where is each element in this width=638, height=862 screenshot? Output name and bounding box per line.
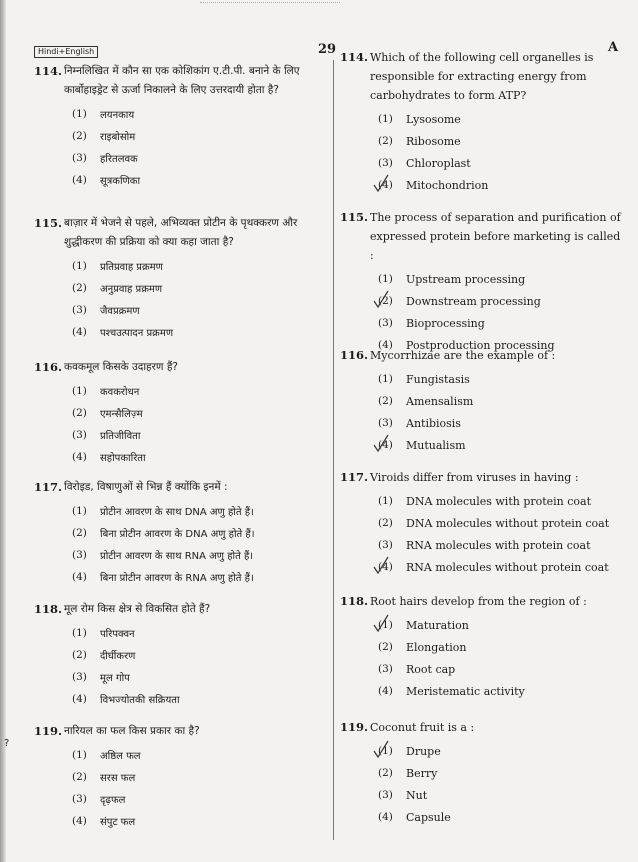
option-3 [378, 412, 624, 434]
option-1 [72, 255, 328, 277]
option-number: (4) [378, 685, 393, 697]
option-2 [72, 644, 328, 666]
option-1 [378, 108, 624, 130]
option-text: Capsule [406, 810, 451, 824]
option-text: प्रोटीन आवरण के साथ RNA अणु होते हैं। [100, 551, 254, 562]
option-text: Ribosome [406, 134, 461, 148]
option-number: (1) [72, 385, 87, 397]
option-text: विभज्योतकी सक्रियता [100, 695, 180, 706]
option-text: RNA molecules without protein coat [406, 560, 609, 574]
question-head [340, 48, 624, 105]
question-number: 114. [340, 50, 369, 64]
option-text: सूत्रकणिका [100, 176, 141, 187]
option-3 [72, 666, 328, 688]
option-text: बिना प्रोटीन आवरण के RNA अणु होते हैं। [100, 573, 254, 584]
option-number: (4) [378, 811, 393, 823]
option-number: (2) [72, 282, 87, 294]
language-label: Hindi+English [34, 46, 98, 58]
option-1 [72, 622, 328, 644]
option-1 [72, 380, 328, 402]
option-number: (1) [378, 113, 393, 125]
question-text: Root hairs develop from the region of : [370, 595, 587, 608]
question-number: 115. [34, 216, 63, 230]
option-1 [378, 740, 624, 762]
option-4 [378, 174, 624, 196]
option-1 [72, 744, 328, 766]
option-number: (2) [378, 517, 393, 529]
option-number: (4) [72, 693, 87, 705]
hindi-question-117 [34, 478, 328, 588]
option-number: (1) [72, 627, 87, 639]
option-4 [378, 434, 624, 456]
option-text: Root cap [406, 662, 456, 676]
option-number: (3) [378, 317, 393, 329]
option-2 [72, 522, 328, 544]
option-text: प्रतिजीविता [100, 431, 141, 442]
question-text: कवकमूल किसके उदाहरण हैं? [64, 361, 178, 373]
option-text: जैवप्रक्रमण [100, 306, 140, 317]
question-number: 117. [34, 480, 63, 494]
option-number: (2) [378, 641, 393, 653]
options-list [72, 500, 328, 588]
option-number: (3) [72, 793, 87, 805]
options-list [72, 744, 328, 832]
question-head [340, 346, 624, 365]
option-2 [72, 402, 328, 424]
option-text: Postproduction processing [406, 338, 555, 352]
options-list [378, 740, 624, 828]
option-text: Chloroplast [406, 156, 471, 170]
option-4 [72, 321, 328, 343]
margin-mark: ? [4, 738, 10, 749]
option-number: (4) [378, 439, 393, 451]
option-text: दीर्घीकरण [100, 651, 136, 662]
question-text: Viroids differ from viruses in having : [370, 471, 579, 484]
option-number: (1) [72, 260, 87, 272]
page-number: 29 [318, 42, 337, 57]
english-question-114 [340, 48, 624, 196]
english-question-118 [340, 592, 624, 702]
option-text: परिपक्वन [100, 629, 135, 640]
options-list [378, 268, 624, 356]
option-number: (3) [378, 789, 393, 801]
option-4 [72, 688, 328, 710]
question-text: विरोइड, विषाणुओं से भिन्न हैं क्योंकि इनमें : [64, 481, 228, 493]
option-text: Antibiosis [406, 416, 461, 430]
column-divider [333, 60, 334, 840]
option-text: सहोपकारिता [100, 453, 146, 464]
option-text: सरस फल [100, 773, 136, 784]
option-2 [378, 636, 624, 658]
option-number: (2) [72, 407, 87, 419]
option-number: (3) [72, 152, 87, 164]
option-text: अष्ठिल फल [100, 751, 141, 762]
option-number: (3) [378, 417, 393, 429]
options-list [72, 622, 328, 710]
options-list [378, 614, 624, 702]
question-text: Which of the following cell organelles is responsible for extracting energy from carbohydrates to form ATP? [370, 51, 594, 102]
option-1 [72, 103, 328, 125]
option-number: (3) [378, 539, 393, 551]
scan-artifact [200, 2, 340, 9]
option-text: Bioprocessing [406, 316, 485, 330]
hindi-question-114 [34, 62, 328, 191]
option-text: लयनकाय [100, 110, 135, 121]
option-text: Nut [406, 788, 428, 802]
question-number: 119. [340, 720, 369, 734]
question-head [34, 214, 328, 252]
option-number: (2) [378, 395, 393, 407]
options-list [72, 380, 328, 468]
option-number: (1) [378, 373, 393, 385]
option-text: Maturation [406, 618, 469, 632]
option-3 [378, 784, 624, 806]
question-number: 118. [34, 602, 63, 616]
option-text: Mutualism [406, 438, 466, 452]
option-3 [72, 147, 328, 169]
option-text: DNA molecules with protein coat [406, 494, 592, 508]
option-1 [378, 368, 624, 390]
option-number: (4) [378, 561, 393, 573]
option-text: पश्चउत्पादन प्रक्रमण [100, 328, 174, 339]
question-number: 115. [340, 210, 369, 224]
option-text: Downstream processing [406, 294, 541, 308]
question-text: नारियल का फल किस प्रकार का है? [64, 725, 200, 737]
option-2 [378, 290, 624, 312]
option-number: (1) [378, 619, 393, 631]
option-text: संपुट फल [100, 817, 136, 828]
option-text: राइबोसोम [100, 132, 136, 143]
option-number: (1) [72, 108, 87, 120]
option-text: मूल गोप [100, 673, 130, 684]
option-text: DNA molecules without protein coat [406, 516, 610, 530]
option-text: RNA molecules with protein coat [406, 538, 591, 552]
option-number: (2) [72, 130, 87, 142]
option-3 [378, 534, 624, 556]
option-2 [378, 762, 624, 784]
option-text: Drupe [406, 744, 441, 758]
option-3 [72, 544, 328, 566]
question-head [340, 468, 624, 487]
english-question-115 [340, 208, 624, 356]
option-number: (2) [378, 135, 393, 147]
option-number: (2) [72, 649, 87, 661]
option-number: (4) [72, 815, 87, 827]
options-list [378, 108, 624, 196]
option-4 [72, 446, 328, 468]
option-2 [378, 390, 624, 412]
option-4 [72, 566, 328, 588]
question-number: 119. [34, 724, 63, 738]
option-number: (1) [378, 495, 393, 507]
option-text: Amensalism [406, 394, 474, 408]
option-4 [378, 806, 624, 828]
option-text: एमन्सैलिज़्म [100, 409, 143, 420]
option-3 [378, 658, 624, 680]
option-4 [378, 680, 624, 702]
option-number: (2) [72, 527, 87, 539]
option-text: Elongation [406, 640, 467, 654]
option-number: (4) [378, 339, 393, 351]
option-number: (3) [72, 429, 87, 441]
option-2 [378, 512, 624, 534]
option-text: प्रोटीन आवरण के साथ DNA अणु होते हैं। [100, 507, 254, 518]
option-text: प्रतिप्रवाह प्रक्रमण [100, 262, 163, 273]
hindi-question-119 [34, 722, 328, 832]
options-list [72, 103, 328, 191]
option-number: (3) [72, 304, 87, 316]
options-list [72, 255, 328, 343]
option-2 [72, 766, 328, 788]
option-number: (3) [378, 663, 393, 675]
english-question-116 [340, 346, 624, 456]
option-2 [72, 125, 328, 147]
option-text: Mitochondrion [406, 178, 489, 192]
question-head [34, 600, 328, 619]
option-3 [72, 424, 328, 446]
hindi-question-115 [34, 214, 328, 343]
options-list [378, 490, 624, 578]
option-3 [378, 152, 624, 174]
option-number: (1) [72, 749, 87, 761]
option-text: कवकरोधन [100, 387, 140, 398]
option-text: Upstream processing [406, 272, 526, 286]
option-number: (3) [72, 549, 87, 561]
question-text: मूल रोम किस क्षेत्र से विकसित होते हैं? [64, 603, 211, 615]
option-number: (1) [378, 745, 393, 757]
option-2 [72, 277, 328, 299]
hindi-question-116 [34, 358, 328, 468]
question-number: 116. [340, 348, 369, 362]
option-number: (2) [378, 767, 393, 779]
hindi-question-118 [34, 600, 328, 710]
option-text: अनुप्रवाह प्रक्रमण [100, 284, 163, 295]
question-head [340, 208, 624, 265]
option-text: हरितलवक [100, 154, 138, 165]
option-number: (1) [378, 273, 393, 285]
question-text: The process of separation and purification of expressed protein before marketing is called : [370, 211, 621, 262]
option-3 [72, 788, 328, 810]
question-text: बाज़ार में भेजने से पहले, अभिव्यक्त प्रोटीन के पृथक्करण और शुद्धीकरण की प्रक्रिया को क्या कहा जाता है? [64, 217, 298, 248]
option-text: Berry [406, 766, 438, 780]
option-number: (4) [72, 174, 87, 186]
option-4 [72, 810, 328, 832]
set-code: A [608, 40, 619, 55]
option-4 [378, 556, 624, 578]
question-number: 117. [340, 470, 369, 484]
options-list [378, 368, 624, 456]
option-1 [72, 500, 328, 522]
option-3 [72, 299, 328, 321]
option-3 [378, 312, 624, 334]
question-text: निम्नलिखित में कौन सा एक कोशिकांग ए.टी.पी. बनाने के लिए कार्बोहाइड्रेट से ऊर्जा निकालने के लिए उत्तरदायी होता है? [64, 65, 300, 96]
option-number: (4) [72, 326, 87, 338]
option-1 [378, 614, 624, 636]
option-number: (4) [378, 179, 393, 191]
question-number: 118. [340, 594, 369, 608]
question-head [34, 62, 328, 100]
option-number: (2) [72, 771, 87, 783]
option-text: Lysosome [406, 112, 461, 126]
english-question-119 [340, 718, 624, 828]
question-number: 116. [34, 360, 63, 374]
option-number: (3) [378, 157, 393, 169]
option-number: (2) [378, 295, 393, 307]
question-number: 114. [34, 64, 63, 78]
option-text: बिना प्रोटीन आवरण के DNA अणु होते हैं। [100, 529, 255, 540]
option-text: Fungistasis [406, 372, 470, 386]
option-text: Meristematic activity [406, 684, 525, 698]
option-1 [378, 268, 624, 290]
english-question-117 [340, 468, 624, 578]
option-text: दृढ़फल [100, 795, 126, 806]
page-binding-edge [0, 0, 6, 862]
option-number: (3) [72, 671, 87, 683]
question-head [34, 722, 328, 741]
option-4 [72, 169, 328, 191]
question-head [340, 592, 624, 611]
question-head [340, 718, 624, 737]
option-number: (4) [72, 451, 87, 463]
question-head [34, 478, 328, 497]
option-number: (1) [72, 505, 87, 517]
question-head [34, 358, 328, 377]
question-text: Coconut fruit is a : [370, 721, 475, 734]
option-number: (4) [72, 571, 87, 583]
question-text: Mycorrhizae are the example of : [370, 349, 556, 362]
option-2 [378, 130, 624, 152]
option-1 [378, 490, 624, 512]
